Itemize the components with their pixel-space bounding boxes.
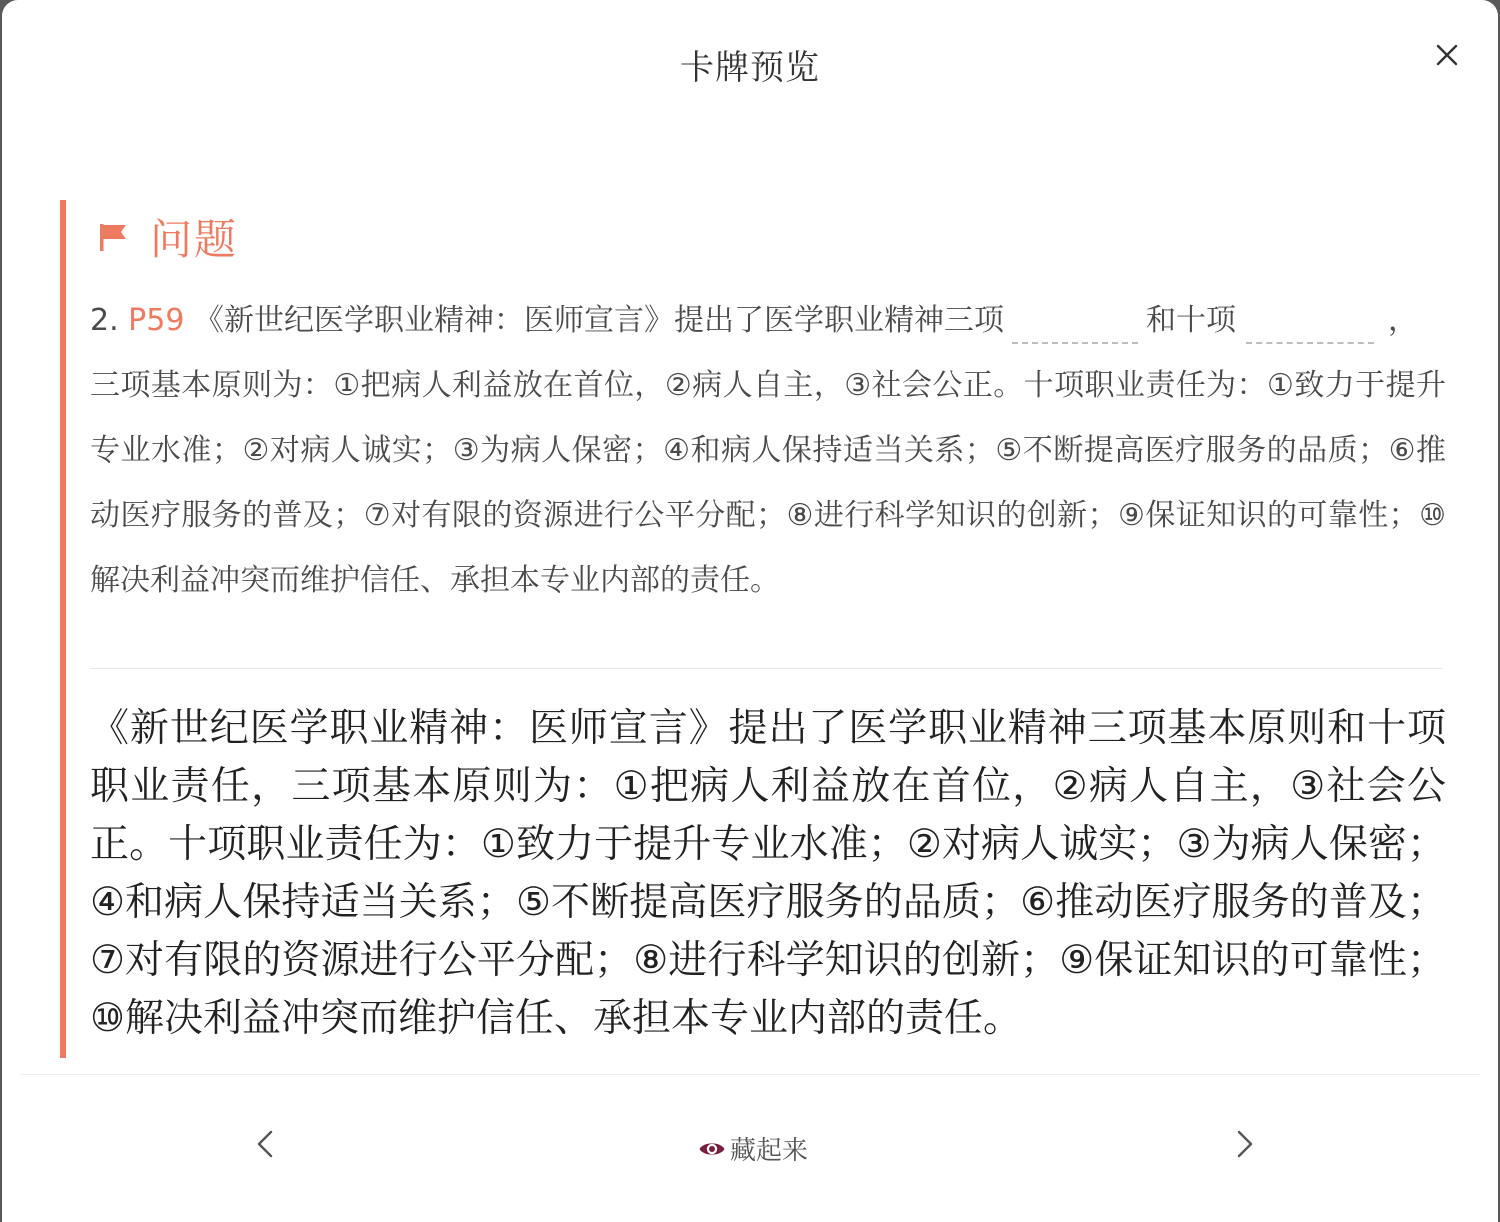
card-divider <box>90 668 1442 669</box>
close-button[interactable] <box>1430 38 1464 72</box>
question-text-part2: 和十项 <box>1145 303 1236 338</box>
close-icon <box>1430 38 1464 72</box>
previous-card-button[interactable] <box>246 1124 286 1164</box>
chevron-right-icon <box>1224 1124 1264 1164</box>
hide-answer-button[interactable] <box>698 1130 808 1167</box>
eye-icon <box>698 1138 726 1160</box>
question-header <box>96 212 238 262</box>
hide-answer-label: 藏起来 <box>730 1136 809 1166</box>
question-text <box>90 288 1446 613</box>
question-text-part3: ， <box>1387 303 1418 338</box>
answer-text: 《新世纪医学职业精神：医师宣言》提出了医学职业精神三项基本原则和十项职业责任，三项基本原则为：①把病人利益放在首位，②病人自主，③社会公正。十项职业责任为：①致力于提升专业水准；②对病人诚实；③为病人保密；④和病人保持适当关系；⑤不断提高医疗服务的品质；⑥推动医疗服务的普及；⑦对有限的资源进行公平分配；⑧进行科学知识的创新；⑨保证知识的可靠性；⑩解决利益冲突而维护信任、承担本专业内部的责任。 <box>90 706 1446 1041</box>
question-text-part1: 《新世纪医学职业精神：医师宣言》提出了医学职业精神三项 <box>193 303 1004 338</box>
footer-divider <box>20 1074 1480 1075</box>
answer-blank-2 <box>1246 306 1374 344</box>
question-number: 2. <box>90 303 119 338</box>
chevron-left-icon <box>246 1124 286 1164</box>
question-text-part4: 三项基本原则为：①把病人利益放在首位，②病人自主，③社会公正。十项职业责任为：①致力于提升专业水准；②对病人诚实；③为病人保密；④和病人保持适当关系；⑤不断提高医疗服务的品质；⑥推动医疗服务的普及；⑦对有限的资源进行公平分配；⑧进行科学知识的创新；⑨保证知识的可靠性；⑩解决利益冲突而维护信任、承担本专业内部的责任。 <box>90 368 1446 598</box>
flag-icon <box>96 220 130 254</box>
next-card-button[interactable] <box>1224 1124 1264 1164</box>
question-header-label: 问题 <box>150 215 239 264</box>
modal-title: 卡牌预览 <box>680 48 820 88</box>
card-preview-modal <box>2 0 1498 1222</box>
answer-blank-1 <box>1012 306 1138 344</box>
question-page-ref: P59 <box>128 303 185 338</box>
flash-card <box>60 200 1446 1058</box>
